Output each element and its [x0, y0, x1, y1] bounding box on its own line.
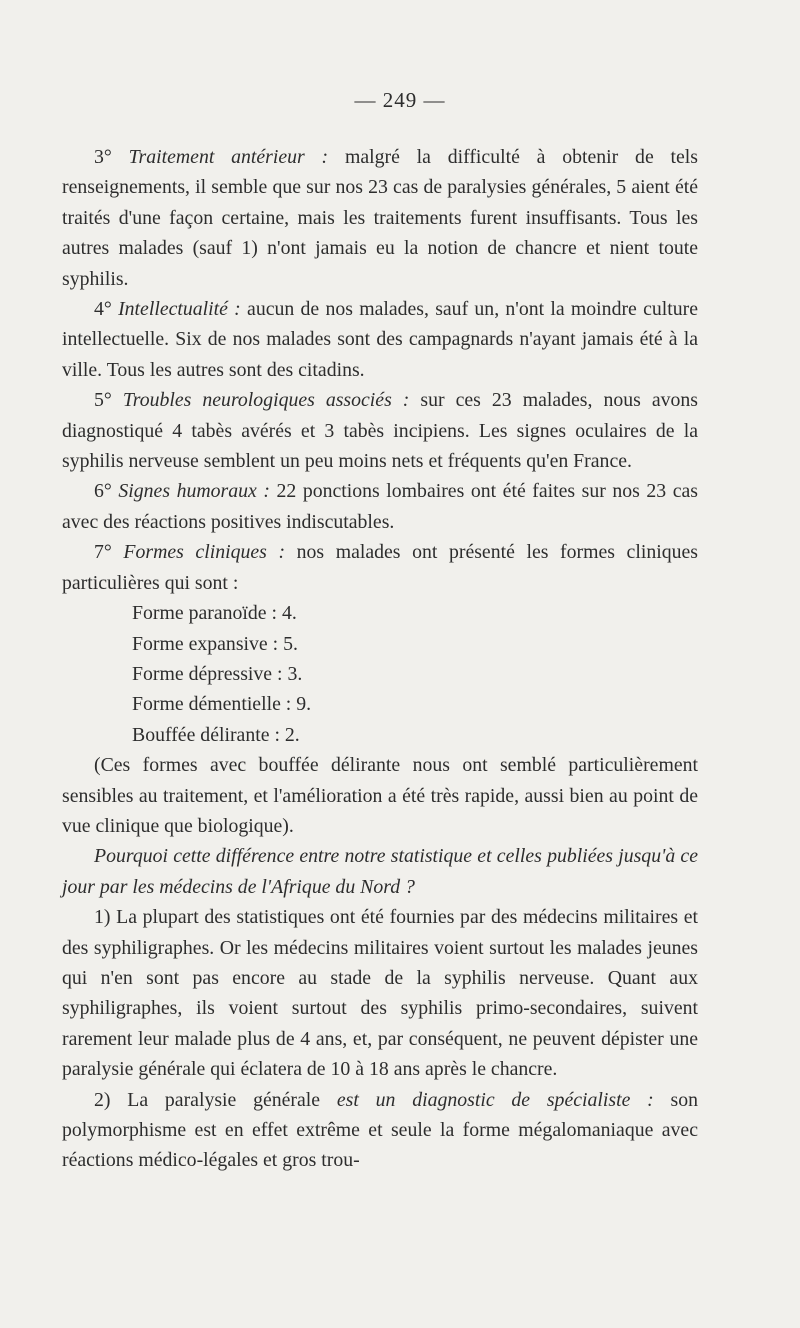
paragraph-neurological	[62, 385, 698, 476]
item-number: 5°	[94, 389, 112, 412]
item-number: 7°	[94, 541, 112, 564]
paragraph-treatment	[62, 142, 698, 294]
section-heading: Traitement antérieur :	[128, 146, 329, 168]
page-number: — 249 —	[354, 88, 446, 112]
item-number: 4°	[94, 298, 112, 321]
paragraph-text: aucun de nos malades, sauf un, n'ont la moindre culture intellectuelle. Six de nos malades sont des campagnards n'ayant jamais été à la ville. Tous les autres sont des citadins.	[62, 298, 699, 381]
paragraph-text: 22 ponctions lombaires ont été faites sur nos 23 cas avec des réactions positives indiscutables.	[62, 480, 698, 533]
item-number: 6°	[94, 480, 112, 503]
point-text: son polymorphisme est en effet extrême et seule la forme mégalomaniaque avec réactions médico-légales et gros trou-	[62, 1088, 699, 1172]
paragraph-clinical-forms	[62, 537, 698, 598]
body-text	[62, 142, 698, 1176]
paragraph-text: malgré la difficulté à obtenir de tels renseignements, il semble que sur nos 23 cas de paralysies générales, 5 aient été traités d'une façon certaine, mais les traitements furent insuffisants. Tous les autres malades (sauf 1) n'ont jamais eu la notion de chancre et nient toute syphilis.	[62, 146, 698, 290]
list-item: Forme paranoïde : 4.	[132, 602, 297, 625]
paragraph-text: sur ces 23 malades, nous avons diagnostiqué 4 tabès avérés et 3 tabès incipiens. Les signes oculaires de la syphilis nerveuse semblent un peu moins nets et fréquents qu'en France.	[62, 389, 699, 473]
list-item: Bouffée délirante : 2.	[132, 723, 300, 746]
question-heading	[62, 841, 698, 902]
section-heading: Formes cliniques :	[123, 541, 286, 564]
paragraph-point-1: 1) La plupart des statistiques ont été fournies par des médecins militaires et des syphiligraphes. Or les médecins militaires voient surtout les malades jeunes qui n'en sont pas encore au stade de la syphilis nerveuse. Quant aux syphiligraphes, ils voient surtout des syphilis primo-secondaires, suivent rarement leur malade plus de 4 ans, et, par conséquent, ne peuvent dépister une paralysie générale qui éclatera de 10 à 18 ans après le chancre.	[62, 906, 698, 1081]
list-item: Forme dépressive : 3.	[132, 662, 303, 685]
section-heading: Signes humoraux :	[118, 480, 270, 503]
clinical-forms-list	[62, 598, 698, 750]
paragraph-text: nos malades ont présenté les formes cliniques particulières qui sont :	[62, 541, 698, 594]
paragraph-point-2	[62, 1085, 698, 1176]
paragraph-humoral	[62, 476, 698, 537]
point-emphasis: est un diagnostic de spécialiste :	[336, 1088, 654, 1111]
list-item: Forme démentielle : 9.	[132, 693, 312, 716]
paragraph-intellectuality	[62, 294, 698, 385]
section-heading: Intellectualité :	[118, 298, 241, 321]
item-number: 3°	[94, 146, 112, 168]
section-heading: Troubles neurologiques associés :	[122, 389, 410, 412]
list-item: Forme expansive : 5.	[132, 632, 298, 655]
question-text: Pourquoi cette différence entre notre statistique et celles publiées jusqu'à ce jour par les médecins de l'Afrique du Nord ?	[62, 845, 698, 898]
paragraph-note: (Ces formes avec bouffée délirante nous ont semblé particulièrement sensibles au traitement, et l'amélioration a été très rapide, aussi bien au point de vue clinique que biologique).	[62, 754, 698, 837]
point-prefix: 2) La paralysie générale	[94, 1088, 321, 1111]
